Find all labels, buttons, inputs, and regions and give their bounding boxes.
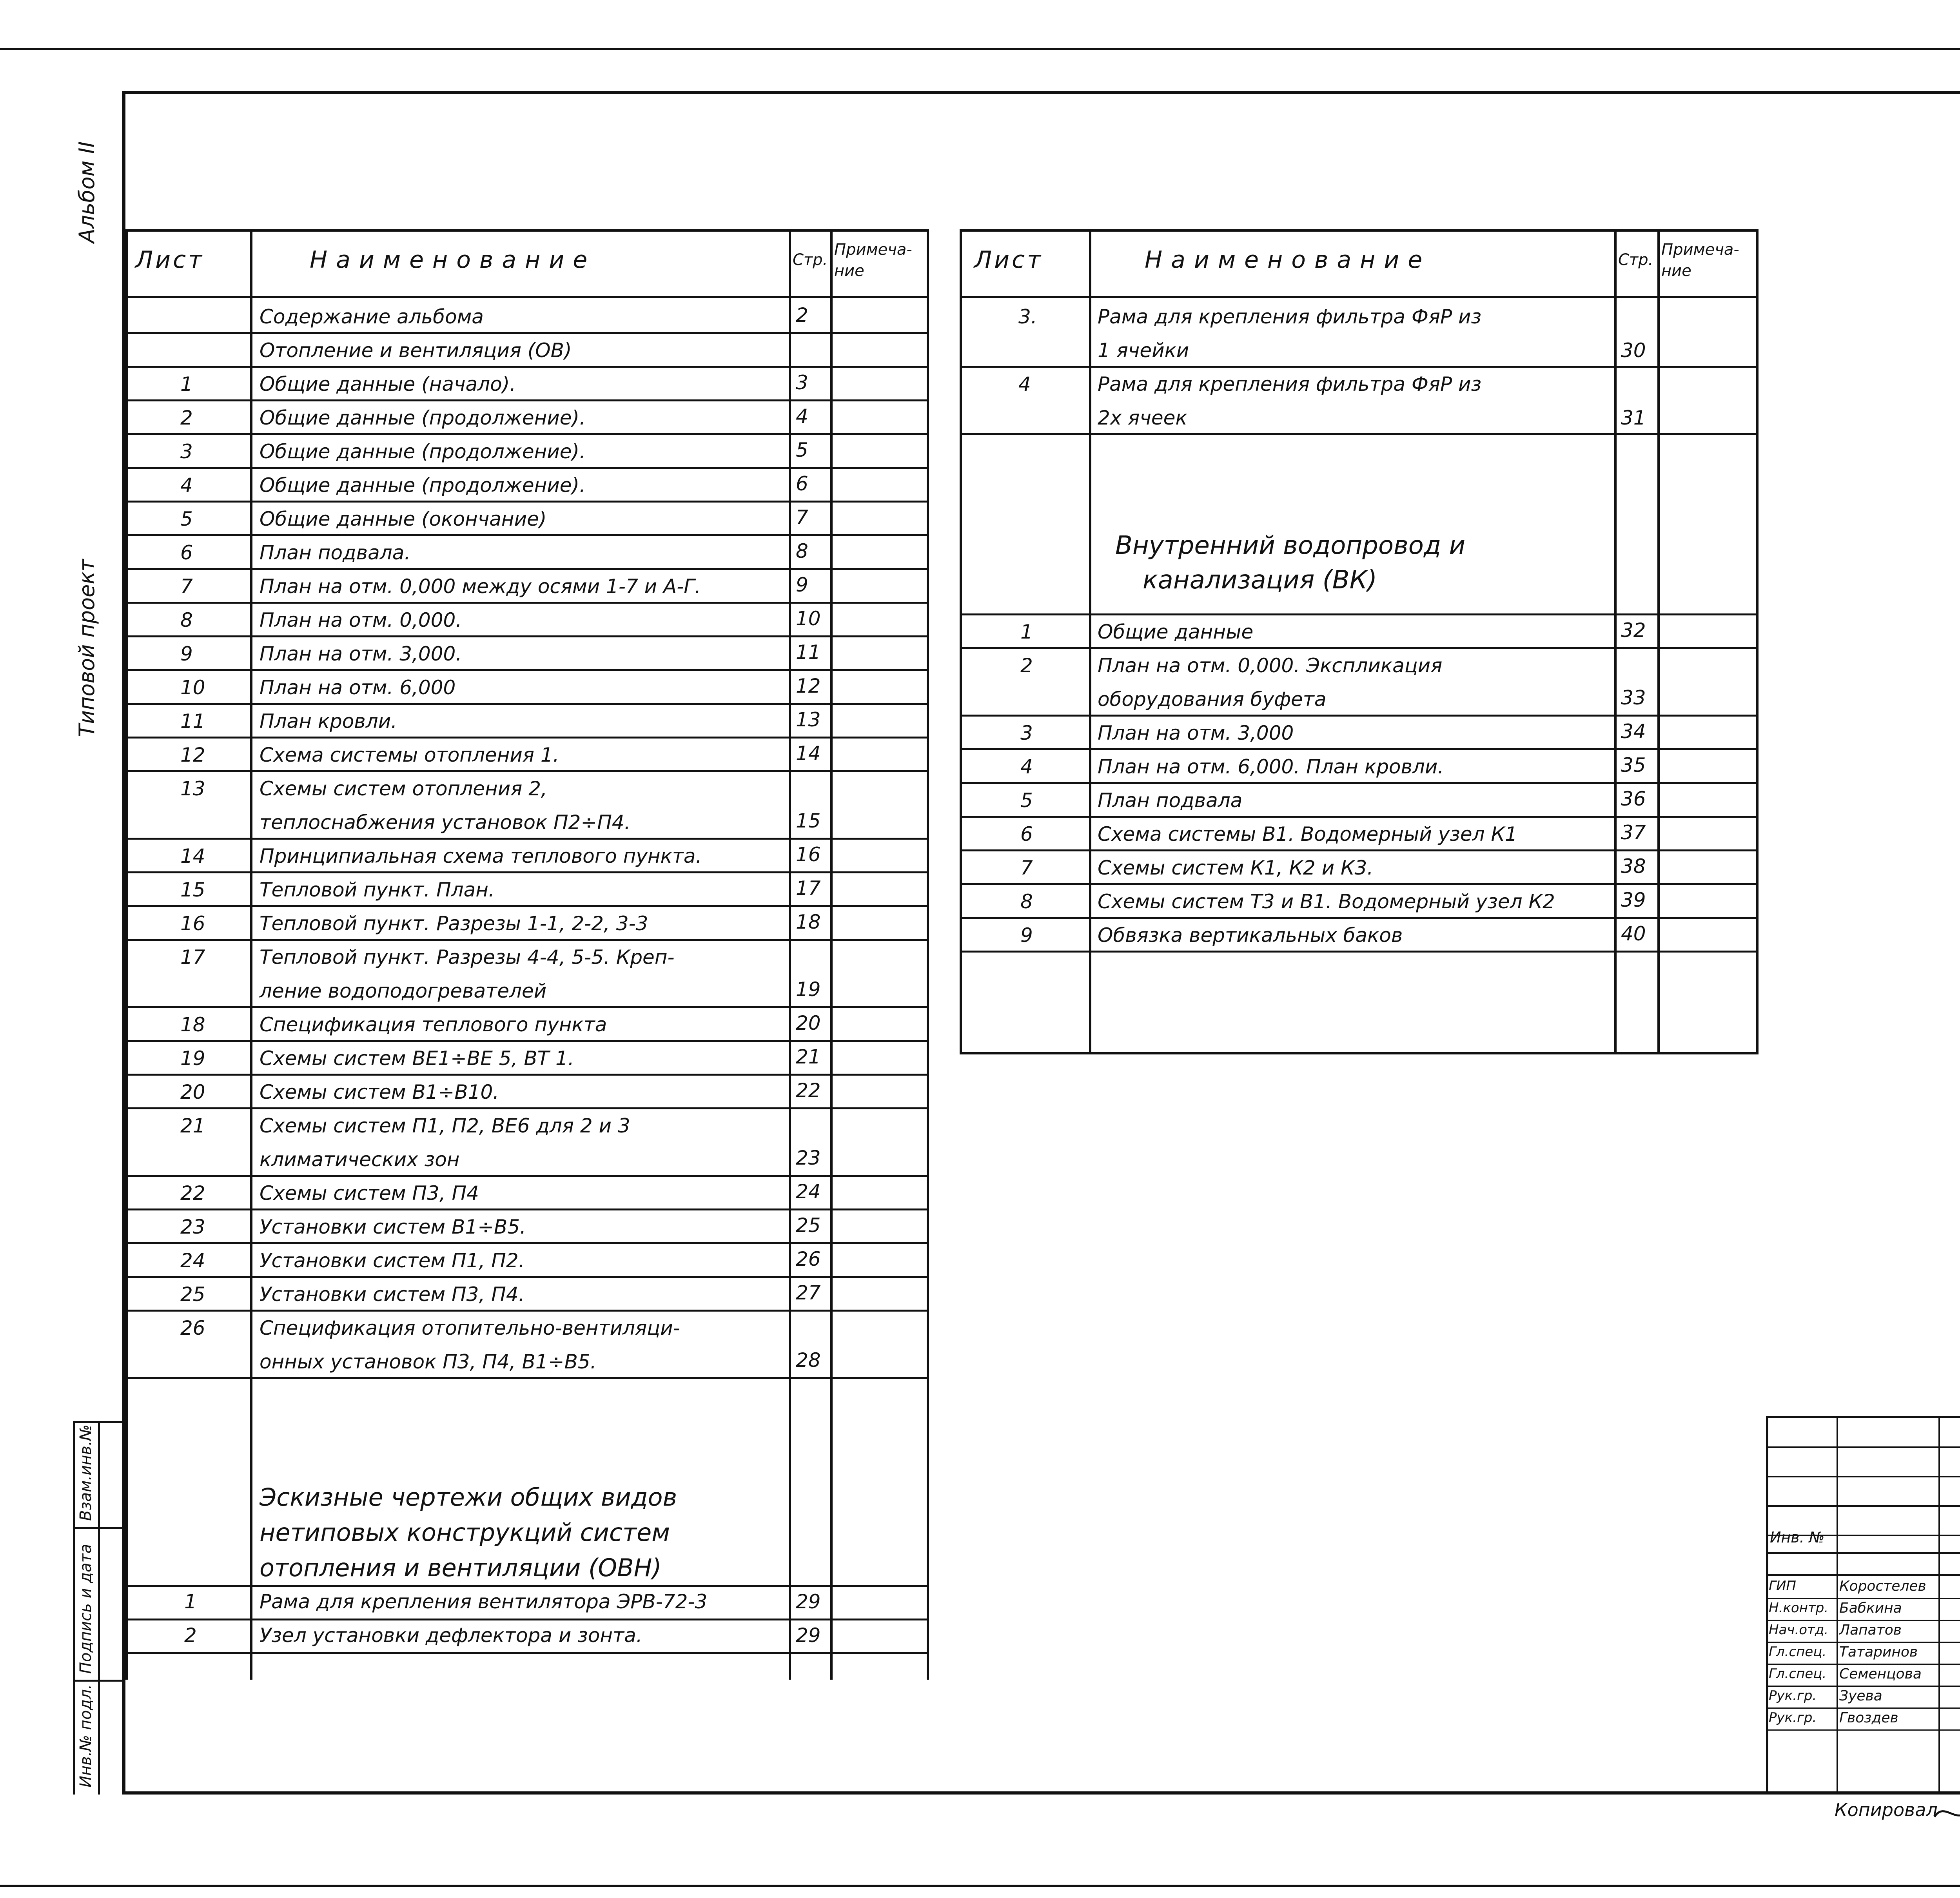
lt-row-list: 6 — [180, 541, 193, 564]
lt-row-list: 14 — [180, 845, 205, 867]
lt-row-page: 12 — [796, 675, 821, 697]
lt-row-page: 19 — [796, 978, 821, 1001]
lt-row-page: 18 — [796, 911, 821, 933]
lt-row-name-cont: климатических зон — [260, 1148, 460, 1171]
rt-row-name: Рама для крепления фильтра ФяР из — [1098, 373, 1482, 396]
lt-sec-row-list: 2 — [184, 1624, 197, 1647]
tb-role-name: Коростелев — [1839, 1578, 1926, 1594]
rt-row-page: 39 — [1621, 889, 1646, 911]
lt-row-page: 2 — [796, 304, 808, 327]
rt-row-name: Обвязка вертикальных баков — [1098, 924, 1403, 947]
lt-row-page: 16 — [796, 843, 821, 866]
lt-row-line — [125, 635, 929, 637]
rt-row-page: 34 — [1621, 720, 1646, 743]
tb-row-a5 — [1766, 1552, 1960, 1554]
lt-row-line — [125, 905, 929, 907]
rt-row-name: План на отм. 0,000. Экспликация — [1098, 654, 1443, 677]
rt-row-line — [960, 433, 1759, 435]
tb-inv-no: Инв. № — [1770, 1529, 1825, 1546]
lt-v4 — [927, 229, 929, 1680]
lt-row-page: 4 — [796, 405, 808, 428]
lt-row-line — [125, 366, 929, 368]
tb-role: Нач.отд. — [1769, 1622, 1829, 1638]
lt-row-page: 26 — [796, 1248, 821, 1270]
rt-v1 — [1089, 229, 1091, 1054]
rt-row-line — [960, 849, 1759, 851]
lt-row-list: 21 — [180, 1114, 205, 1137]
lt-row-name: Общие данные (продолжение). — [260, 440, 586, 463]
lt-header-note: Примеча-ние — [834, 241, 912, 280]
lt-row-page: 22 — [796, 1079, 821, 1102]
inner-frame-bottom — [122, 1791, 1960, 1795]
rt-header-page: Стр. — [1618, 251, 1653, 269]
lt-row-line — [125, 1585, 929, 1587]
lt-row-line — [125, 399, 929, 401]
lt-row-page: 14 — [796, 742, 821, 765]
rt-row-name-cont: 2х ячеек — [1098, 406, 1187, 429]
lt-row-line — [125, 467, 929, 469]
outer-frame-bottom — [0, 1885, 1960, 1887]
album-label: Альбом II — [74, 141, 99, 243]
tb-col2 — [1938, 1416, 1940, 1795]
stamp-strip-div2 — [73, 1680, 125, 1682]
rt-row-list: 2 — [1020, 654, 1033, 677]
rt-row-page: 31 — [1621, 406, 1646, 429]
lt-row-page: 3 — [796, 371, 808, 394]
lt-v3 — [830, 229, 833, 1680]
rt-row-line — [960, 951, 1759, 953]
lt-section-heading: отопления и вентиляции (ОВН) — [260, 1553, 662, 1582]
tb-role-line — [1766, 1598, 1960, 1599]
lt-row-line — [125, 737, 929, 739]
tb-role-line — [1766, 1620, 1960, 1621]
lt-row-list: 18 — [180, 1013, 205, 1036]
rt-row-list: 5 — [1020, 789, 1033, 812]
rt-row-line — [960, 883, 1759, 885]
lt-section-heading: нетиповых конструкций систем — [260, 1518, 670, 1547]
lt-row-line — [125, 534, 929, 536]
tb-role: Гл.спец. — [1769, 1666, 1827, 1682]
tb-role-line — [1766, 1664, 1960, 1665]
lt-section-heading: Эскизные чертежи общих видов — [260, 1483, 677, 1512]
rt-row-list: 8 — [1020, 890, 1033, 913]
rt-row-line — [960, 782, 1759, 784]
stamp-strip-div1 — [73, 1527, 125, 1529]
lt-row-name: План на отм. 0,000. — [260, 609, 462, 631]
lt-row-name: Установки систем В1÷В5. — [260, 1216, 526, 1238]
lt-row-name: Отопление и вентиляция (ОВ) — [260, 339, 572, 362]
lt-row-list: 8 — [180, 609, 193, 631]
tb-role: Н.контр. — [1769, 1600, 1829, 1616]
lt-row-page: 28 — [796, 1349, 821, 1372]
lt-row-line — [125, 1377, 929, 1379]
copied-signature — [1933, 1797, 1960, 1829]
tb-row-a6 — [1766, 1574, 1960, 1576]
lt-row-name-cont: ление водоподогревателей — [260, 980, 547, 1002]
rt-section-heading: канализация (ВК) — [1143, 566, 1377, 595]
lt-row-page: 23 — [796, 1147, 821, 1169]
rt-row-list: 6 — [1020, 823, 1033, 846]
lt-row-line — [125, 1242, 929, 1244]
inv-podl-label: Инв.№ подл. — [77, 1684, 95, 1787]
rt-header-list: Лист — [974, 246, 1044, 274]
tb-role: Рук.гр. — [1769, 1688, 1817, 1704]
lt-row-name: План на отм. 0,000 между осями 1-7 и А-Г. — [260, 575, 701, 598]
lt-header-list: Лист — [135, 246, 205, 274]
project-type-label: Типовой проект — [74, 559, 99, 737]
lt-row-list: 25 — [180, 1283, 205, 1306]
tb-role-name: Зуева — [1839, 1688, 1882, 1704]
lt-row-name: Общие данные (продолжение). — [260, 474, 586, 497]
lt-row-line — [125, 1074, 929, 1076]
lt-row-page: 5 — [796, 439, 808, 461]
lt-row-list: 5 — [180, 508, 193, 530]
lt-row-line — [125, 433, 929, 435]
lt-row-page: 11 — [796, 641, 821, 664]
tb-col1 — [1837, 1416, 1838, 1795]
tb-row-a1 — [1766, 1446, 1960, 1448]
lt-row-name: Установки систем П1, П2. — [260, 1249, 525, 1272]
rt-row-line — [960, 647, 1759, 649]
stamp-strip-left — [73, 1421, 75, 1795]
lt-sec-row-page: 29 — [796, 1624, 821, 1647]
rt-bottom — [960, 1052, 1759, 1054]
lt-row-list: 16 — [180, 912, 205, 935]
tb-role-name: Бабкина — [1839, 1600, 1902, 1616]
rt-v2 — [1614, 229, 1617, 1054]
rt-row-line — [960, 613, 1759, 615]
inner-frame-left — [122, 91, 125, 1795]
rt-row-name: Общие данные — [1098, 621, 1254, 643]
rt-header-bottom — [960, 296, 1759, 298]
tb-row-a2 — [1766, 1476, 1960, 1477]
lt-header-name: Наименование — [310, 246, 596, 274]
tb-role-name: Семенцова — [1839, 1666, 1922, 1682]
lt-row-list: 4 — [180, 474, 193, 497]
rt-row-page: 40 — [1621, 922, 1646, 945]
lt-row-page: 25 — [796, 1214, 821, 1237]
outer-frame-top — [0, 48, 1960, 50]
lt-header-page: Стр. — [793, 251, 828, 269]
lt-row-line — [125, 1107, 929, 1109]
vzam-inv-label: Взам.инв.№ — [77, 1424, 95, 1521]
lt-row-list: 17 — [180, 946, 205, 969]
lt-row-name: Тепловой пункт. План. — [260, 878, 495, 901]
tb-left — [1766, 1416, 1768, 1795]
rt-row-name: Схемы систем К1, К2 и К3. — [1098, 856, 1374, 879]
lt-row-list: 12 — [180, 744, 205, 766]
lt-row-page: 7 — [796, 506, 808, 529]
lt-row-line — [125, 568, 929, 570]
stamp-strip-mid — [98, 1421, 100, 1795]
rt-row-page: 33 — [1621, 686, 1646, 709]
lt-row-line — [125, 1208, 929, 1210]
rt-row-page: 32 — [1621, 619, 1646, 642]
lt-row-name: План на отм. 6,000 — [260, 676, 456, 699]
lt-row-list: 19 — [180, 1047, 205, 1070]
rt-row-page: 35 — [1621, 754, 1646, 777]
lt-v2 — [789, 229, 791, 1680]
lt-row-name: Общие данные (окончание) — [260, 508, 547, 530]
rt-row-name: Схема системы В1. Водомерный узел К1 — [1098, 823, 1517, 846]
lt-v0 — [125, 229, 128, 1680]
lt-row-line — [125, 1652, 929, 1654]
rt-v0 — [960, 229, 962, 1054]
lt-row-name: Содержание альбома — [260, 305, 484, 328]
lt-row-line — [125, 332, 929, 334]
rt-row-list: 7 — [1020, 856, 1033, 879]
lt-row-line — [125, 1040, 929, 1042]
lt-row-line — [125, 1175, 929, 1177]
rt-row-list: 9 — [1020, 924, 1033, 947]
rt-row-list: 1 — [1020, 621, 1033, 643]
footer-copied: Копировал — [1835, 1799, 1938, 1820]
lt-row-line — [125, 501, 929, 503]
rt-top — [960, 229, 1759, 232]
lt-row-page: 24 — [796, 1180, 821, 1203]
lt-row-list: 7 — [180, 575, 193, 598]
lt-row-name: Общие данные (начало). — [260, 373, 516, 396]
rt-row-line — [960, 748, 1759, 750]
lt-row-page: 13 — [796, 708, 821, 731]
tb-role-line — [1766, 1729, 1960, 1731]
lt-sec-row-page: 29 — [796, 1590, 821, 1613]
lt-row-list: 15 — [180, 878, 205, 901]
lt-row-name: Тепловой пункт. Разрезы 4-4, 5-5. Креп- — [260, 946, 675, 969]
lt-row-page: 15 — [796, 809, 821, 832]
rt-row-name: План подвала — [1098, 789, 1243, 812]
lt-row-name: План кровли. — [260, 710, 397, 733]
stamp-strip-top — [73, 1421, 125, 1423]
lt-header-bottom — [125, 296, 929, 298]
tb-role-line — [1766, 1707, 1960, 1709]
lt-row-list: 3 — [180, 440, 193, 463]
rt-row-list: 3. — [1018, 305, 1037, 328]
lt-row-list: 26 — [180, 1317, 205, 1339]
tb-role: Рук.гр. — [1769, 1710, 1817, 1726]
rt-row-page: 37 — [1621, 821, 1646, 844]
lt-row-list: 2 — [180, 406, 193, 429]
rt-row-name: План на отм. 3,000 — [1098, 722, 1294, 744]
rt-header-note: Примеча-ние — [1661, 241, 1739, 280]
lt-row-line — [125, 1619, 929, 1620]
lt-row-line — [125, 1006, 929, 1008]
rt-row-name-cont: оборудования буфета — [1098, 688, 1327, 711]
lt-row-name: Схемы систем отопления 2, — [260, 777, 547, 800]
lt-row-line — [125, 871, 929, 873]
lt-v1 — [250, 229, 252, 1680]
lt-row-name: Схемы систем П3, П4 — [260, 1182, 479, 1205]
lt-row-name: Тепловой пункт. Разрезы 1-1, 2-2, 3-3 — [260, 912, 648, 935]
lt-sec-row-list: 1 — [184, 1590, 197, 1613]
lt-row-name: Спецификация теплового пункта — [260, 1013, 607, 1036]
rt-row-name: Рама для крепления фильтра ФяР из — [1098, 305, 1482, 328]
inner-frame-top — [122, 91, 1960, 94]
lt-row-line — [125, 669, 929, 671]
tb-top — [1766, 1416, 1960, 1418]
lt-top — [125, 229, 929, 232]
lt-sec-row-name: Узел установки дефлектора и зонта. — [260, 1624, 642, 1647]
lt-row-list: 10 — [180, 676, 205, 699]
lt-row-line — [125, 703, 929, 705]
tb-role-name: Лапатов — [1839, 1622, 1902, 1638]
lt-row-page: 6 — [796, 472, 808, 495]
tb-role: ГИП — [1769, 1578, 1796, 1594]
rt-row-line — [960, 917, 1759, 919]
rt-row-list: 4 — [1020, 755, 1033, 778]
rt-row-list: 4 — [1018, 373, 1031, 396]
lt-row-list: 1 — [180, 373, 193, 396]
lt-row-page: 17 — [796, 877, 821, 900]
rt-row-line — [960, 715, 1759, 717]
lt-row-line — [125, 838, 929, 840]
lt-row-list: 22 — [180, 1182, 205, 1205]
lt-row-page: 20 — [796, 1012, 821, 1034]
lt-row-page: 27 — [796, 1281, 821, 1304]
lt-row-name-cont: теплоснабжения установок П2÷П4. — [260, 811, 631, 834]
rt-v3 — [1657, 229, 1660, 1054]
rt-row-line — [960, 366, 1759, 368]
lt-row-name: Общие данные (продолжение). — [260, 406, 586, 429]
lt-row-name: План подвала. — [260, 541, 411, 564]
tb-role-line — [1766, 1686, 1960, 1687]
lt-row-page: 8 — [796, 540, 808, 563]
lt-row-list: 13 — [180, 777, 205, 800]
podpis-data-label: Подпись и дата — [77, 1544, 95, 1674]
rt-row-name: Схемы систем Т3 и В1. Водомерный узел К2 — [1098, 890, 1555, 913]
lt-row-name: Установки систем П3, П4. — [260, 1283, 525, 1306]
lt-row-line — [125, 939, 929, 941]
lt-row-page: 21 — [796, 1045, 821, 1068]
tb-role: Гл.спец. — [1769, 1644, 1827, 1660]
lt-row-name-cont: онных установок П3, П4, В1÷В5. — [260, 1350, 597, 1373]
lt-row-list: 20 — [180, 1081, 205, 1103]
lt-row-list: 9 — [180, 642, 193, 665]
lt-row-name: Схема системы отопления 1. — [260, 744, 559, 766]
tb-role-line — [1766, 1642, 1960, 1643]
lt-row-page: 9 — [796, 573, 808, 596]
lt-row-name: Схемы систем В1÷В10. — [260, 1081, 499, 1103]
rt-header-name: Наименование — [1145, 246, 1431, 274]
tb-row-a3 — [1766, 1505, 1960, 1507]
tb-role-name: Гвоздев — [1839, 1710, 1898, 1726]
rt-row-name: План на отм. 6,000. План кровли. — [1098, 755, 1444, 778]
lt-row-line — [125, 770, 929, 772]
lt-row-list: 11 — [180, 710, 205, 733]
lt-row-list: 23 — [180, 1216, 205, 1238]
lt-row-name: Схемы систем П1, П2, ВЕ6 для 2 и 3 — [260, 1114, 630, 1137]
rt-row-page: 30 — [1621, 339, 1646, 362]
lt-row-name: План на отм. 3,000. — [260, 642, 462, 665]
rt-row-line — [960, 816, 1759, 818]
lt-row-page: 10 — [796, 607, 821, 630]
rt-row-page: 36 — [1621, 788, 1646, 810]
lt-sec-row-name: Рама для крепления вентилятора ЭРВ-72-3 — [260, 1590, 708, 1613]
lt-row-name: Схемы систем ВЕ1÷ВЕ 5, ВТ 1. — [260, 1047, 574, 1070]
lt-row-list: 24 — [180, 1249, 205, 1272]
rt-section-heading: Внутренний водопровод и — [1115, 531, 1466, 560]
lt-row-name: Принципиальная схема теплового пункта. — [260, 845, 702, 867]
rt-row-list: 3 — [1020, 722, 1033, 744]
lt-row-line — [125, 1276, 929, 1278]
lt-row-name: Спецификация отопительно-вентиляци- — [260, 1317, 680, 1339]
rt-v4 — [1756, 229, 1759, 1054]
rt-row-page: 38 — [1621, 855, 1646, 878]
lt-row-line — [125, 1310, 929, 1312]
tb-role-name: Татаринов — [1839, 1644, 1918, 1660]
lt-row-line — [125, 602, 929, 604]
rt-row-name-cont: 1 ячейки — [1098, 339, 1189, 362]
